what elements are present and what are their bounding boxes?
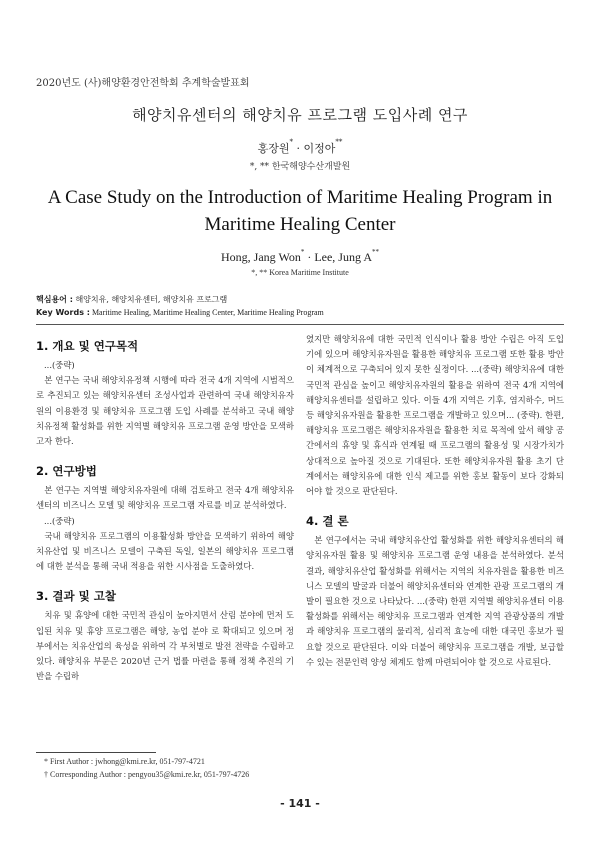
korean-title: 해양치유센터의 해양치유 프로그램 도입사례 연구 (132, 106, 468, 124)
keywords-korean (36, 294, 227, 305)
author2-en: Lee, Jung A (314, 250, 372, 264)
footnote-corresponding-author (44, 770, 249, 779)
left-column (36, 332, 294, 684)
section-4-heading: 4. 결 론 (306, 514, 349, 529)
author-en-separator: · (304, 250, 315, 264)
footnote-first-author (44, 757, 205, 766)
footnote-rule (36, 752, 156, 753)
keywords-english (36, 308, 324, 317)
author2-kr: 이정아 (303, 142, 336, 155)
section-4-paragraph: 본 연구에서는 국내 해양치유산업 활성화를 위한 해양치유센터의 해양치유자원 활용 및 해양치유 프로그램 운영 내용을 분석하였다. 분석 결과, 해양치유산업 활성화를 위해서는 지역의 치유자원을 활용한 비즈니스 모델의 발굴과 더불어 해양치유센터와 연계한 관광 프로그램의 개발이 필요한 것으로 나타났다. ...(중략) 한편 지역별 해양치유센터 이용 활성화를 위해서는 해양치유 프로그램과 연계한 지역 관광상품의 개발과 해양치유 프로그램의 물리적, 심리적 효능에 대한 대국민 홍보가 필요할 것으로 판단된다. 이와 더불어 해양치유 프로그램을 개발, 보급할 수 있는 전문인력 양성 체계도 함께 마련되어야 할 것으로 사료된다. (306, 535, 564, 667)
english-affiliation: *, ** Korea Maritime Institute (251, 268, 349, 277)
right-column (306, 332, 564, 670)
footnote-2-text: Corresponding Author : pengyou35@kmi.re.kr, 051-797-4726 (48, 770, 250, 779)
footnote-1-mark: * (44, 757, 48, 766)
section-2-paragraph-2: 국내 해양치유 프로그램의 이용활성화 방안을 모색하기 위하여 해양치유산업 및 비즈니스 모델이 구축된 독일, 일본의 해양치유 프로그램에 대한 분석을 통해 국내 적용을 위한 시사점을 도출하였다. (36, 530, 294, 572)
author2-en-mark: ** (371, 248, 379, 256)
keywords-divider (36, 324, 564, 325)
page-number: - 141 - (280, 797, 320, 810)
korean-affiliation: *, ** 한국해양수산개발원 (249, 162, 351, 172)
keywords-english-label: Key Words : (36, 308, 90, 317)
section-3-paragraph: 치유 및 휴양에 대한 국민적 관심이 높아지면서 산림 분야에 먼저 도입된 치유 및 휴양 프로그램은 해양, 농업 분야 로 확대되고 있으며 정부에서는 치유산업의 육성을 위하여 각 부처별로 발전 전략을 수립하고 있다. 해양치유 부문은 2020년 근거 법률 마련을 통해 정책 추진의 기반을 수립하 (36, 610, 294, 682)
english-title: A Case Study on the Introduction of Maritime Healing Program in Maritime Healing Center (47, 187, 553, 235)
section-1-heading: 1. 개요 및 연구목적 (36, 339, 139, 353)
footnote-2-mark: † (44, 770, 48, 779)
footnote-1-text: First Author : jwhong@kmi.re.kr, 051-797-4721 (48, 757, 205, 766)
author1-kr: 홍장원 (257, 142, 290, 155)
section-3-continuation: 였지만 해양치유에 대한 국민적 인식이나 활용 방안 수립은 아직 도입기에 있으며 해양치유자원을 활용한 해양치유 프로그램 또한 활용 방안이 체계적으로 구축되어 있지 못한 실정이다. ...(중략) 해양치유에 대한 국민적 관심을 높이고 해양치유자원의 활용을 위하여 전국 4개 지역에 해양치유센터를 설립하고 있다. 이들 4개 지역은 기후, 염지하수, 머드 등 해양치유자원을 활용한 프로그램을 개발하고 있으며... (중략). 한편, 해양치유 프로그램은 해양치유자원을 활용한 치료 목적에 앞서 해양 공간에서의 휴양 및 휴식과 연계될 때 프로그램의 활용성 및 시장가치가 상대적으로 높아질 것으로 기대된다. 또한 해양치유자원 활용 초기 단계에서는 해양치유에 대한 인식 제고를 위한 홍보 활동이 보다 강화되어야 할 것으로 판단된다. (306, 334, 564, 497)
korean-authors (0, 140, 600, 156)
section-2-paragraph-1: 본 연구는 지역별 해양치유자원에 대해 검토하고 전국 4개 해양치유센터의 비즈니스 모델 및 해양치유 프로그램 자료를 비교 분석하였다. (36, 485, 294, 511)
keywords-korean-text: 해양치유, 해양치유센터, 해양치유 프로그램 (72, 295, 228, 304)
section-3-heading: 3. 결과 및 고찰 (36, 589, 116, 604)
section-2-heading: 2. 연구방법 (36, 464, 97, 479)
author1-kr-mark: * (289, 138, 293, 146)
author2-kr-mark: ** (335, 138, 343, 146)
conference-header: 2020년도 (사)해양환경안전학회 추계학술발표회 (36, 78, 250, 89)
keywords-korean-label: 핵심용어 : (36, 295, 73, 304)
english-authors (0, 250, 600, 265)
section-2-omission: ...(중략) (44, 515, 75, 526)
author1-en-mark: * (300, 248, 305, 256)
section-1-paragraph: 본 연구는 국내 해양치유정책 시행에 따라 전국 4개 지역에 시범적으로 추진되고 있는 해양치유센터 조성사업과 관련하여 국내 해양치유자원의 이용환경 및 해양치유 프로그램 도입 사례를 분석하고 국내 해양치유정책 활성화를 위한 지역별 해양치유 프로그램 운영 방안을 모색하고자 한다. (36, 375, 294, 447)
author1-en: Hong, Jang Won (221, 250, 301, 264)
keywords-english-text: Maritime Healing, Maritime Healing Center, Maritime Healing Program (89, 308, 324, 317)
section-1-omission: ...(중략) (44, 360, 75, 370)
author-separator: · (293, 142, 304, 155)
